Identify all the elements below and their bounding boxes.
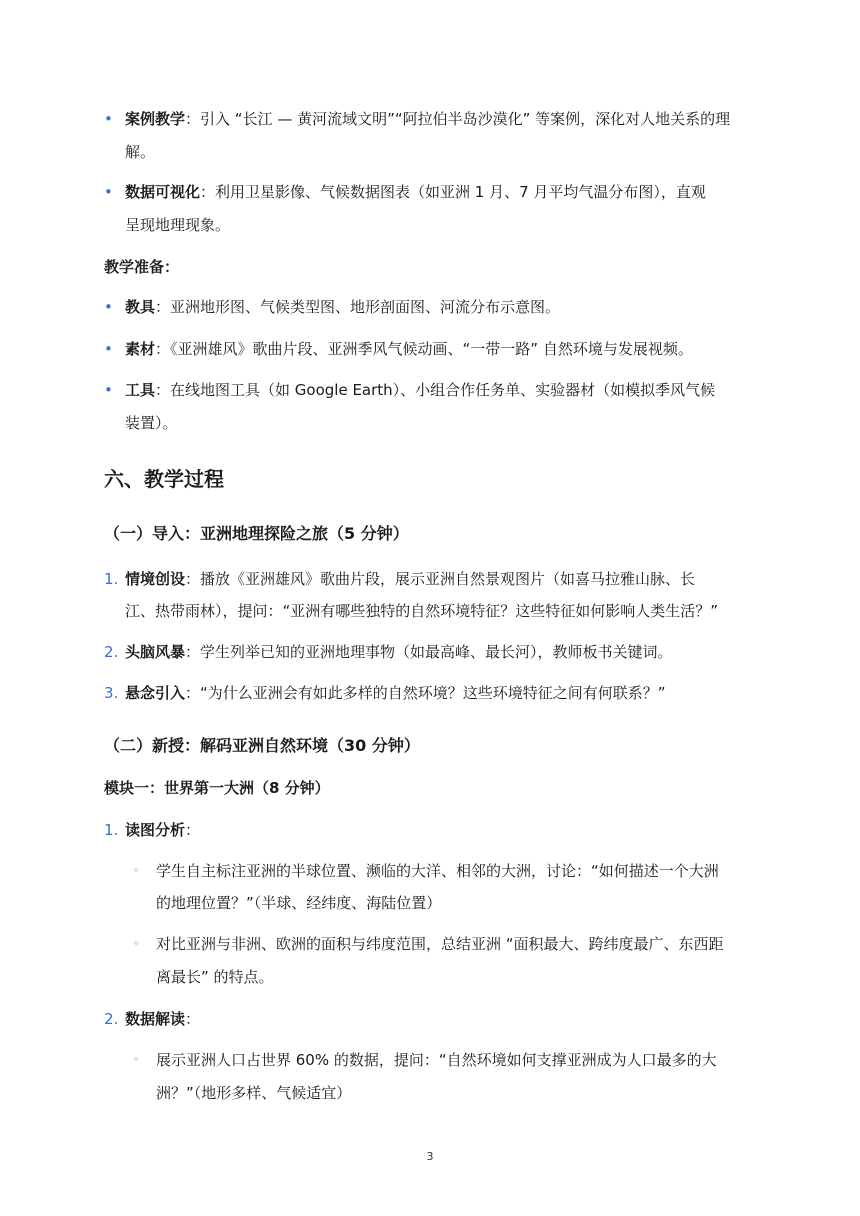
bullet-marker: •: [104, 298, 113, 316]
step-item: [125, 641, 673, 663]
bullet-marker: •: [104, 183, 113, 201]
step-colon: ：: [185, 1010, 201, 1028]
step-label: 数据解读: [125, 1010, 186, 1028]
sub-item-text: 展示亚洲人口占世界 60% 的数据，提问：“自然环境如何支撑亚洲成为人口最多的大: [156, 1051, 717, 1069]
step-number: 2.: [104, 1010, 119, 1028]
module-title: 模块一：世界第一大洲（8 分钟）: [104, 779, 330, 797]
step-text: ：学生列举已知的亚洲地理事物（如最高峰、最长河），教师板书关键词。: [185, 643, 673, 661]
step-item: [125, 568, 695, 590]
step-item: [125, 1008, 200, 1030]
item-text: ：利用卫星影像、气候数据图表（如亚洲 1 月、7 月平均气温分布图），直观: [200, 183, 706, 201]
step-number: 2.: [104, 643, 119, 661]
sub-item-text-continued: 离最长” 的特点。: [156, 968, 274, 986]
item-label: 数据可视化: [125, 183, 201, 201]
sub-item-text-continued: 的地理位置？”（半球、经纬度、海陆位置）: [156, 894, 442, 912]
item-text: ：《亚洲雄风》歌曲片段、亚洲季风气候动画、“一带一路” 自然环境与发展视频。: [155, 340, 693, 358]
step-text: ：播放《亚洲雄风》歌曲片段，展示亚洲自然景观图片（如喜马拉雅山脉、长: [185, 570, 696, 588]
sub-bullet-marker: ◦: [133, 1053, 140, 1066]
list-item: [125, 181, 706, 203]
item-label: 工具: [125, 381, 156, 399]
item-text-continued: 装置）。: [125, 414, 178, 432]
step-colon: ：: [185, 821, 201, 839]
list-item: [125, 108, 730, 130]
item-text: ：亚洲地形图、气候类型图、地形剖面图、河流分布示意图。: [155, 298, 561, 316]
sub-item-text: 对比亚洲与非洲、欧洲的面积与纬度范围，总结亚洲 “面积最大、跨纬度最广、东西距: [156, 935, 724, 953]
page-number: 3: [426, 1150, 434, 1163]
step-text-continued: 江、热带雨林），提问：“亚洲有哪些独特的自然环境特征？这些特征如何影响人类生活？”: [125, 602, 719, 620]
item-label: 教具: [125, 298, 156, 316]
sub-item-text-continued: 洲？”（地形多样、气候适宜）: [156, 1084, 352, 1102]
sub-bullet-marker: ◦: [133, 864, 140, 877]
item-text: ：在线地图工具（如 Google Earth）、小组合作任务单、实验器材（如模拟季风气候: [155, 381, 716, 399]
step-number: 3.: [104, 684, 119, 702]
step-number: 1.: [104, 570, 119, 588]
item-label: 案例教学: [125, 110, 186, 128]
sub-item-text: 学生自主标注亚洲的半球位置、濒临的大洋、相邻的大洲，讨论：“如何描述一个大洲: [156, 862, 719, 880]
bullet-marker: •: [104, 110, 113, 128]
step-item: [125, 682, 666, 704]
subsection-title: （二）新授：解码亚洲自然环境（30 分钟）: [104, 736, 420, 755]
item-text-continued: 解。: [125, 143, 156, 161]
bullet-marker: •: [104, 381, 113, 399]
step-label: 读图分析: [125, 821, 186, 839]
item-text: ：引入 “长江 — 黄河流域文明”“阿拉伯半岛沙漠化” 等案例，深化对人地关系的理: [185, 110, 731, 128]
step-label: 悬念引入: [125, 684, 186, 702]
list-item: [125, 379, 715, 401]
step-text: ：“为什么亚洲会有如此多样的自然环境？这些环境特征之间有何联系？”: [185, 684, 666, 702]
step-label: 头脑风暴: [125, 643, 186, 661]
list-item: [125, 296, 560, 318]
bullet-marker: •: [104, 340, 113, 358]
step-number: 1.: [104, 821, 119, 839]
subsection-title: （一）导入：亚洲地理探险之旅（5 分钟）: [104, 524, 409, 543]
step-label: 情境创设: [125, 570, 186, 588]
step-item: [125, 819, 200, 841]
item-text-continued: 呈现地理现象。: [125, 216, 231, 234]
section-title: 六、教学过程: [104, 467, 224, 491]
item-label: 素材: [125, 340, 156, 358]
sub-bullet-marker: ◦: [133, 937, 140, 950]
list-item: [125, 338, 693, 360]
prep-heading: 教学准备：: [104, 258, 180, 276]
